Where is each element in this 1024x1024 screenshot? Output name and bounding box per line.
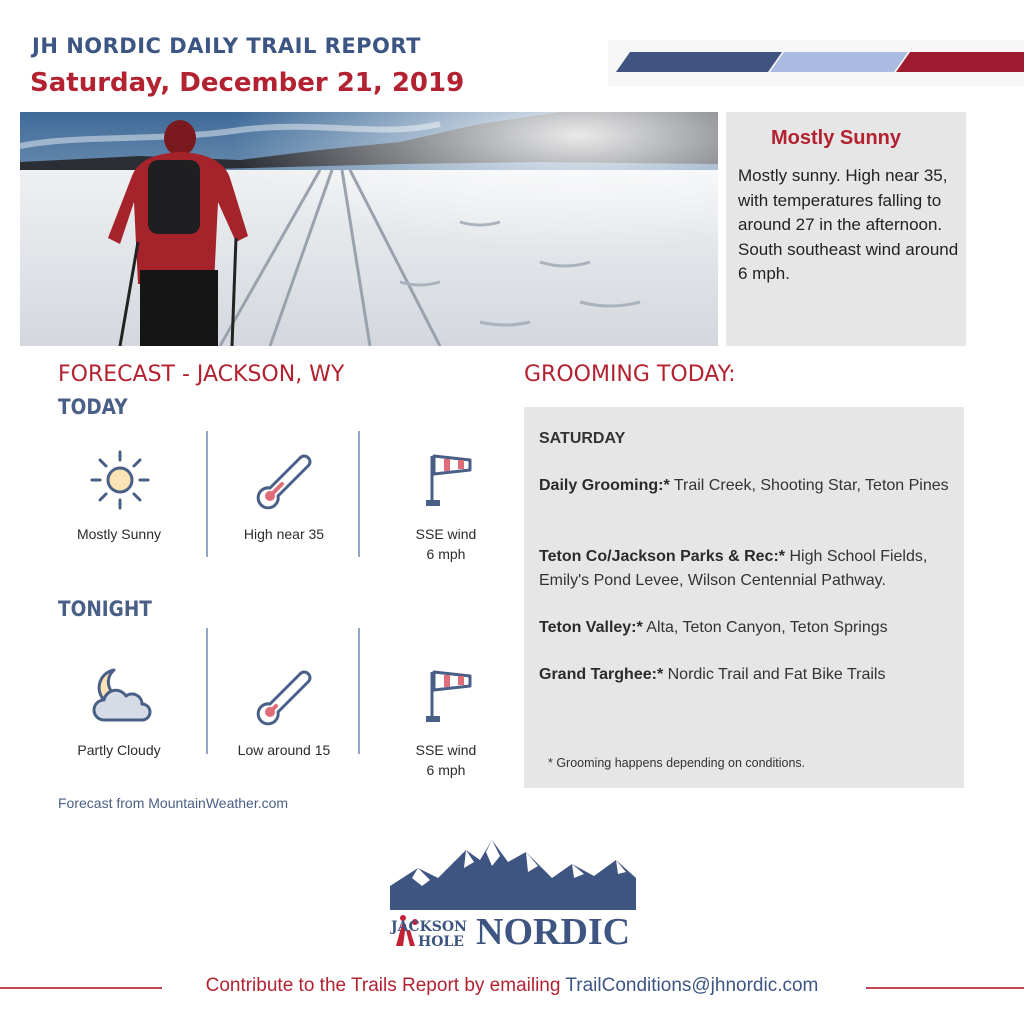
footer-text: Contribute to the Trails Report by emailing	[205, 975, 561, 996]
header-stripes	[608, 40, 1024, 86]
forecast-source: Forecast from MountainWeather.com	[58, 795, 289, 811]
footer-contribute	[0, 975, 1024, 997]
grooming-entry	[539, 616, 959, 640]
today-sky-label: Mostly Sunny	[76, 526, 162, 542]
logo-word-nordic: NORDIC	[476, 911, 631, 953]
report-title: JH NORDIC DAILY TRAIL REPORT	[32, 34, 421, 58]
today-wind-label: SSE wind	[415, 526, 477, 542]
moon-cloud-icon	[88, 664, 152, 728]
grooming-entry	[539, 474, 959, 498]
grooming-entry	[539, 663, 959, 687]
grooming-day: SATURDAY	[539, 430, 626, 447]
grooming-note: * Grooming happens depending on conditions.	[548, 756, 806, 770]
tonight-temp-label: Low around 15	[237, 742, 331, 758]
today-heading: TODAY	[58, 395, 128, 419]
grooming-area: Teton Valley:*	[539, 619, 643, 636]
windsock-icon	[416, 664, 480, 728]
grooming-trails: High School Fields, Emily's Pond Levee, Wilson Centennial Pathway.	[539, 548, 928, 589]
grooming-panel	[524, 407, 964, 788]
logo-word-hole: HOLE	[418, 934, 464, 950]
report-date: Saturday, December 21, 2019	[30, 68, 465, 98]
today-temp-label: High near 35	[243, 526, 325, 542]
skier-trail-photo	[20, 112, 718, 346]
forecast-divider	[206, 431, 208, 557]
forecast-divider	[358, 431, 360, 557]
today-wind-speed: 6 mph	[426, 546, 466, 562]
thermometer-icon	[254, 664, 318, 728]
conditions-text: Mostly sunny. High near 35, with temperatures falling to around 27 in the afternoon. South southeast wind around 6 mph.	[738, 166, 959, 283]
grooming-entry	[539, 545, 963, 592]
tonight-sky-label: Partly Cloudy	[77, 742, 161, 758]
footer-email-link[interactable]: TrailConditions@jhnordic.com	[565, 975, 819, 996]
windsock-icon	[416, 448, 480, 512]
grooming-trails: Trail Creek, Shooting Star, Teton Pines	[673, 477, 949, 494]
grooming-title: GROOMING TODAY:	[524, 362, 736, 387]
forecast-divider	[206, 628, 208, 754]
grooming-area: Grand Targhee:*	[539, 666, 664, 683]
tonight-heading: TONIGHT	[58, 597, 152, 621]
logo-word-jackson: JACKSON	[391, 919, 467, 935]
grooming-trails: Alta, Teton Canyon, Teton Springs	[646, 619, 888, 636]
grooming-area: Teton Co/Jackson Parks & Rec:*	[539, 548, 786, 565]
sun-icon	[88, 448, 152, 512]
grooming-area: Daily Grooming:*	[539, 477, 670, 494]
forecast-divider	[358, 628, 360, 754]
forecast-title: FORECAST - JACKSON, WY	[58, 362, 345, 387]
conditions-panel	[726, 112, 966, 346]
conditions-title: Mostly Sunny	[770, 127, 901, 149]
thermometer-icon	[254, 448, 318, 512]
jackson-hole-nordic-logo	[388, 838, 638, 958]
tonight-wind-speed: 6 mph	[426, 762, 466, 778]
tonight-wind-label: SSE wind	[415, 742, 477, 758]
grooming-trails: Nordic Trail and Fat Bike Trails	[667, 666, 886, 683]
